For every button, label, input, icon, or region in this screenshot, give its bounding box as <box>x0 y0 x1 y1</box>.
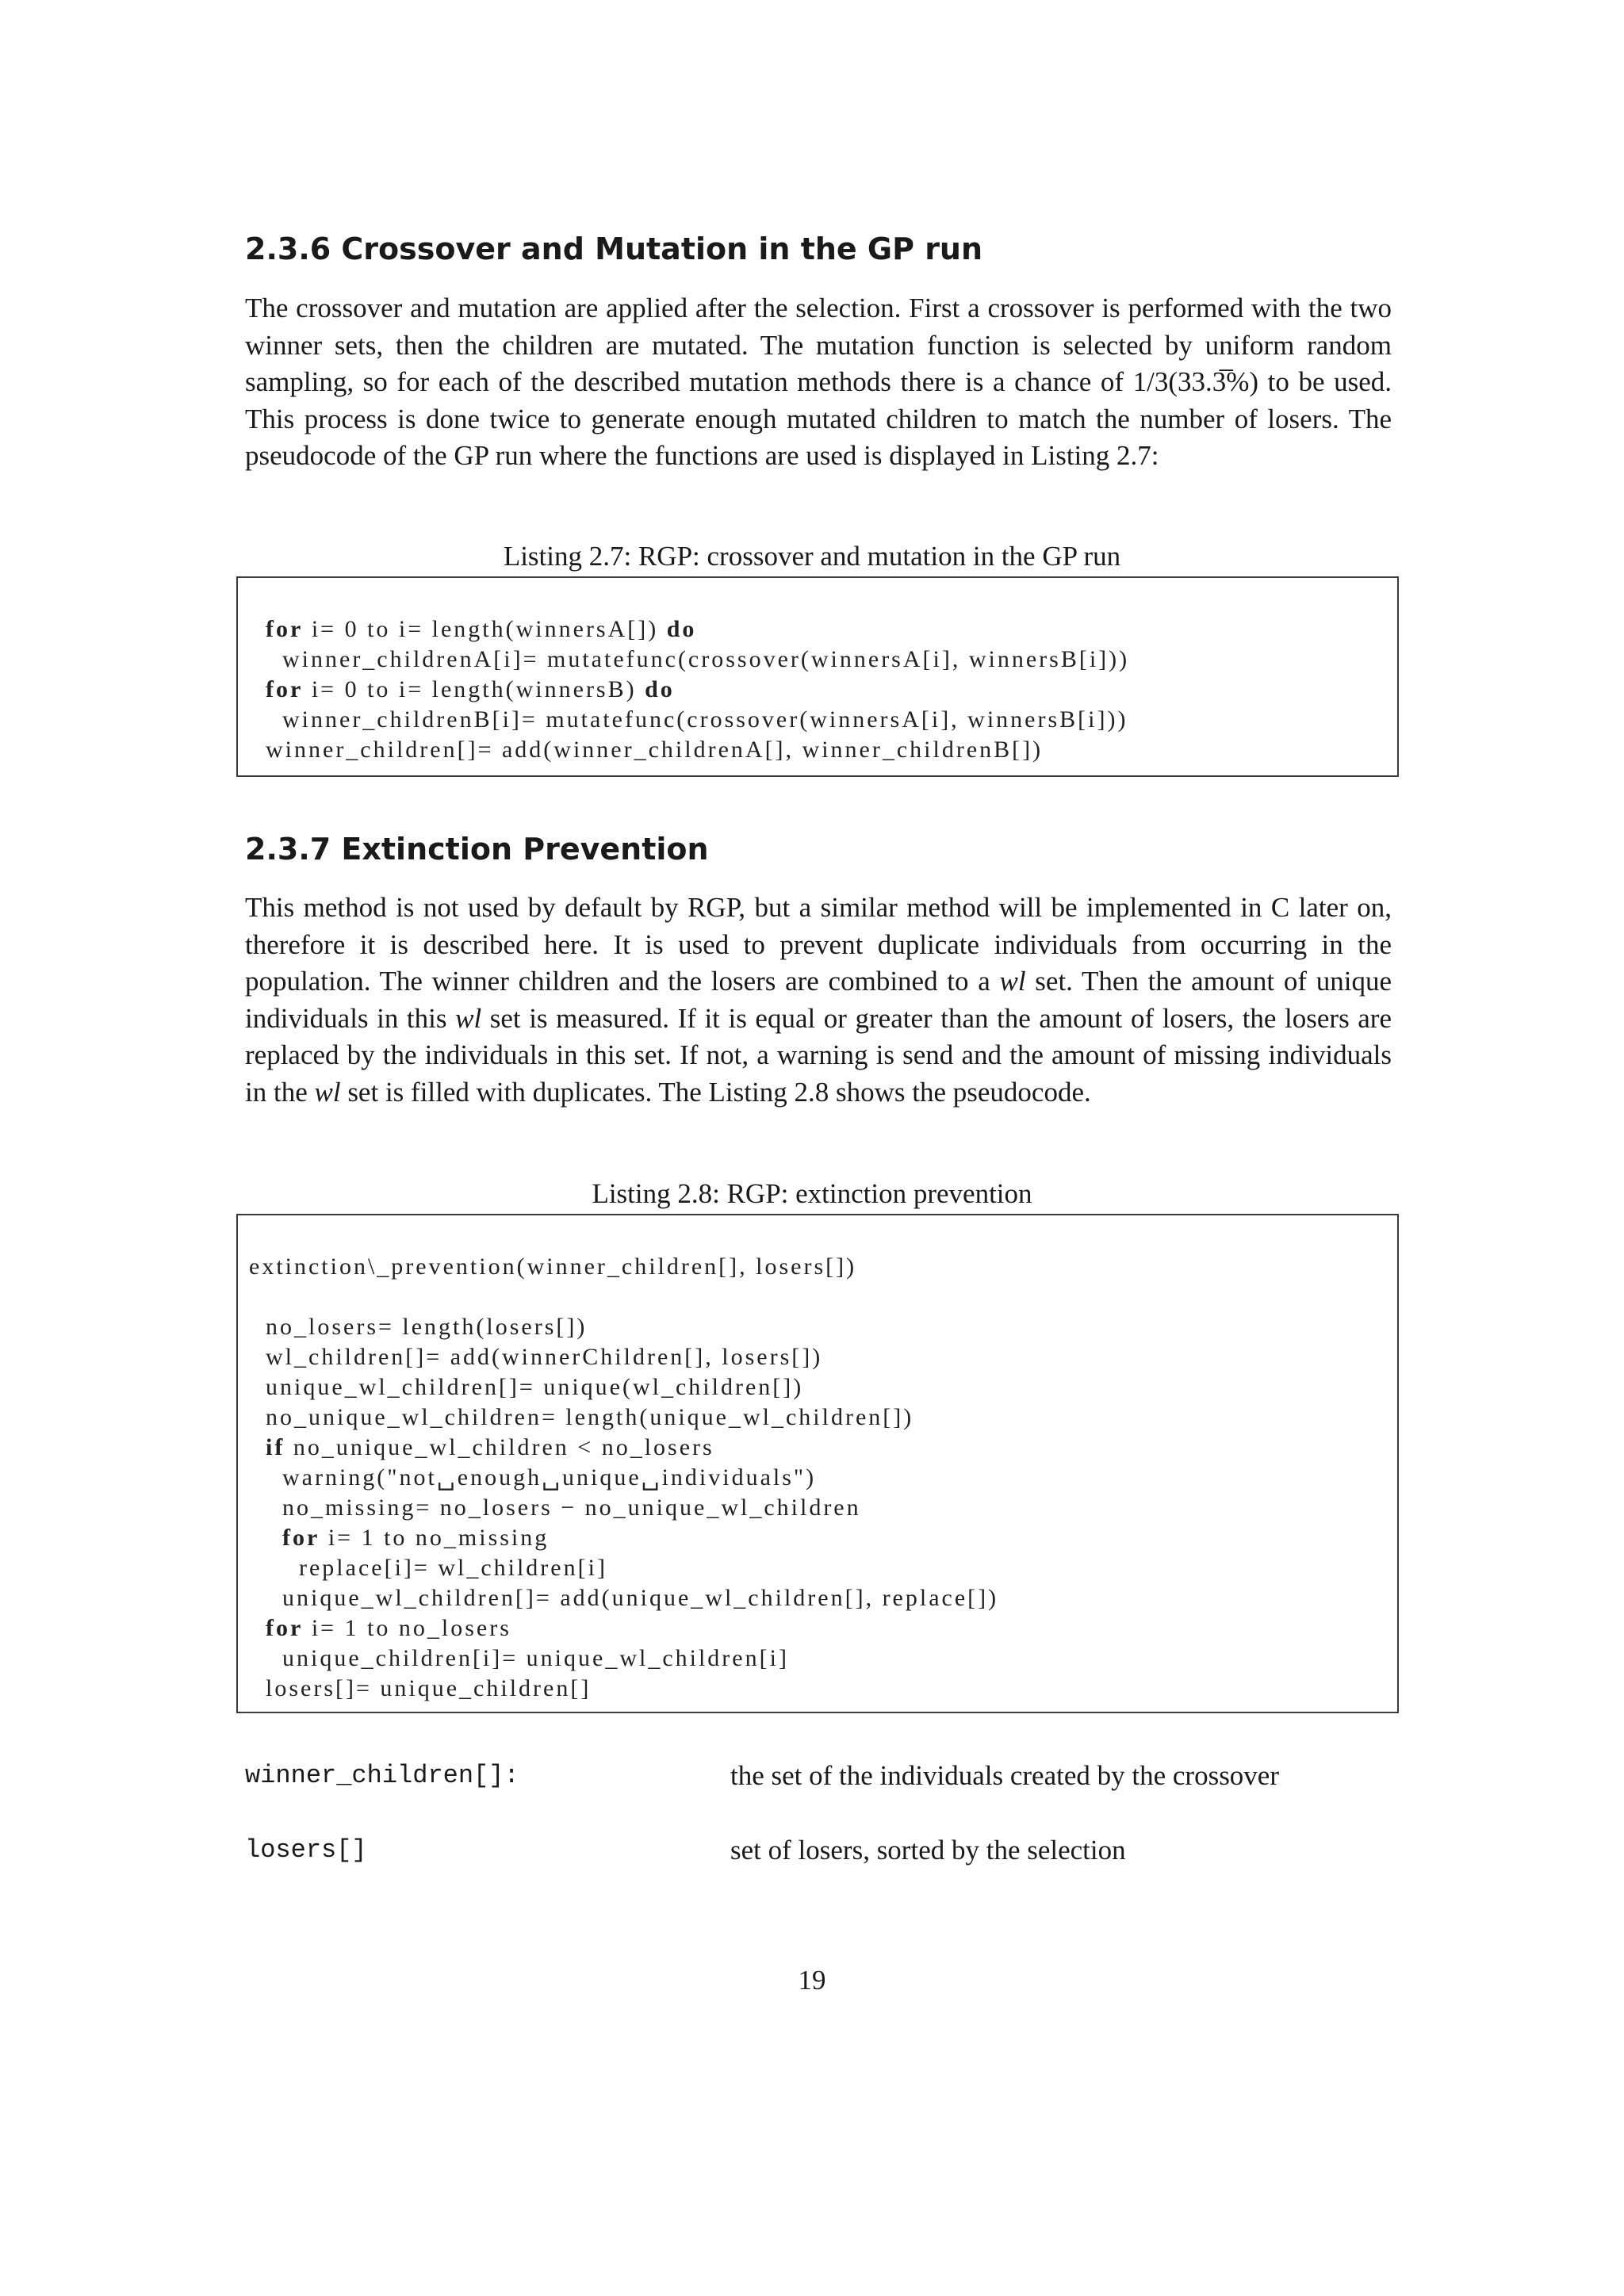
section-2-3-7-paragraph <box>245 890 1392 1112</box>
code-text: unique_wl_children[]= unique(wl_children[]) <box>266 1374 804 1400</box>
paragraph-text: set. Then the amount of unique individuals in this <box>245 966 1392 1034</box>
code-line <box>249 1583 998 1613</box>
listing-2-8-code <box>249 1252 998 1704</box>
page-number: 19 <box>798 1965 826 1996</box>
code-text: no_unique_wl_children < no_losers <box>285 1434 714 1460</box>
code-line <box>249 705 1129 735</box>
code-text: extinction\_prevention(winner_children[], losers[]) <box>249 1253 857 1280</box>
code-line <box>249 645 1129 675</box>
code-line <box>249 1312 998 1342</box>
code-text: unique_wl_children[]= add(unique_wl_children[], replace[]) <box>282 1585 999 1611</box>
code-line <box>249 735 1129 765</box>
code-line <box>249 1644 998 1674</box>
code-keyword: for <box>266 616 304 642</box>
code-indent <box>249 1525 282 1551</box>
code-text: no_missing= no_losers − no_unique_wl_children <box>282 1494 861 1521</box>
code-line <box>249 1342 998 1372</box>
code-text: winner_childrenA[i]= mutatefunc(crossover(winnersA[i], winnersB[i])) <box>282 646 1130 672</box>
paragraph-text: set is measured. If it is equal or greater than the amount of losers, the losers are replaced by the individuals in this set. If not, a warning is send and the amount of missing individuals in the <box>245 1002 1392 1108</box>
code-text: i= 0 to i= length(winnersB) <box>303 676 645 702</box>
code-line <box>249 1402 998 1433</box>
code-indent <box>249 1675 266 1701</box>
listing-2-8-box <box>236 1214 1399 1713</box>
code-text: winner_childrenB[i]= mutatefunc(crossover(winnersA[i], winnersB[i])) <box>282 706 1128 733</box>
listing-2-7-box <box>236 576 1399 777</box>
code-line <box>249 1613 998 1644</box>
italic-term: wl <box>314 1076 341 1108</box>
definition-description: set of losers, sorted by the selection <box>730 1835 1126 1866</box>
code-indent <box>249 1314 266 1340</box>
code-text: replace[i]= wl_children[i] <box>299 1555 607 1581</box>
section-2-3-6-paragraph: The crossover and mutation are applied after the selection. First a crossover is performed with the two winner sets, then the children are mutated. The mutation function is selected by uniform random sampling, so for each of the described mutation methods there is a chance of 1/3(33.3̅%) to be used. This process is done twice to generate enough mutated children to match the number of losers. The pseudocode of the GP run where the functions are used is displayed in Listing 2.7: <box>245 293 1392 472</box>
code-indent <box>249 1645 282 1671</box>
code-line <box>249 1674 998 1704</box>
paragraph-text: set is filled with duplicates. The Listing 2.8 shows the pseudocode. <box>340 1076 1091 1108</box>
code-indent <box>249 676 266 702</box>
code-line <box>249 1252 998 1282</box>
code-line <box>249 1523 998 1553</box>
code-text: winner_children[]= add(winner_childrenA[], winner_childrenB[]) <box>266 737 1044 763</box>
code-indent <box>249 1434 266 1460</box>
code-indent <box>249 1615 266 1641</box>
code-line <box>249 1372 998 1402</box>
code-text: unique_children[i]= unique_wl_children[i] <box>282 1645 789 1671</box>
code-text: i= 0 to i= length(winnersA[]) <box>303 616 667 642</box>
code-indent <box>249 1374 266 1400</box>
code-keyword: for <box>266 1615 304 1641</box>
code-indent <box>249 1404 266 1430</box>
code-line <box>249 1433 998 1463</box>
code-text: warning("not␣enough␣unique␣individuals") <box>282 1464 817 1490</box>
code-line <box>249 675 1129 705</box>
listing-2-7-code <box>249 614 1129 765</box>
code-indent <box>249 1585 282 1611</box>
code-line <box>249 1493 998 1523</box>
paragraph-text: This method is not used by default by RGP, but a similar method will be implemented in C later on, therefore it is described here. It is used to prevent duplicate individuals from occurring in the population. The winner children and the losers are combined to a <box>245 892 1392 997</box>
code-indent <box>249 706 282 733</box>
code-indent <box>249 1344 266 1370</box>
code-text: i= 1 to no_missing <box>320 1525 550 1551</box>
definition-description: the set of the individuals created by the crossover <box>730 1760 1280 1791</box>
code-indent <box>249 616 266 642</box>
code-indent <box>249 737 266 763</box>
definition-term: losers[] <box>245 1835 367 1865</box>
definition-term: winner_children[]: <box>245 1761 519 1790</box>
code-text: losers[]= unique_children[] <box>266 1675 592 1701</box>
listing-2-8-caption: Listing 2.8: RGP: extinction prevention <box>592 1178 1032 1209</box>
code-text: wl_children[]= add(winnerChildren[], losers[]) <box>266 1344 823 1370</box>
code-indent <box>249 1555 299 1581</box>
italic-term: wl <box>455 1002 482 1034</box>
code-keyword: if <box>266 1434 285 1460</box>
code-keyword: do <box>645 676 675 702</box>
code-indent <box>249 1464 282 1490</box>
listing-2-7-caption: Listing 2.7: RGP: crossover and mutation in the GP run <box>503 541 1121 572</box>
code-keyword: for <box>266 676 304 702</box>
section-heading-2-3-6: 2.3.6 Crossover and Mutation in the GP run <box>245 232 983 266</box>
code-text: i= 1 to no_losers <box>303 1615 511 1641</box>
code-keyword: for <box>282 1525 320 1551</box>
code-line <box>249 1463 998 1493</box>
code-text: no_losers= length(losers[]) <box>266 1314 588 1340</box>
code-indent <box>249 1494 282 1521</box>
section-heading-2-3-7: 2.3.7 Extinction Prevention <box>245 832 709 867</box>
code-keyword: do <box>666 616 697 642</box>
code-indent <box>249 646 282 672</box>
code-text: no_unique_wl_children= length(unique_wl_children[]) <box>266 1404 914 1430</box>
italic-term: wl <box>999 966 1026 997</box>
code-line <box>249 1553 998 1583</box>
code-line <box>249 1282 998 1312</box>
code-line <box>249 614 1129 645</box>
